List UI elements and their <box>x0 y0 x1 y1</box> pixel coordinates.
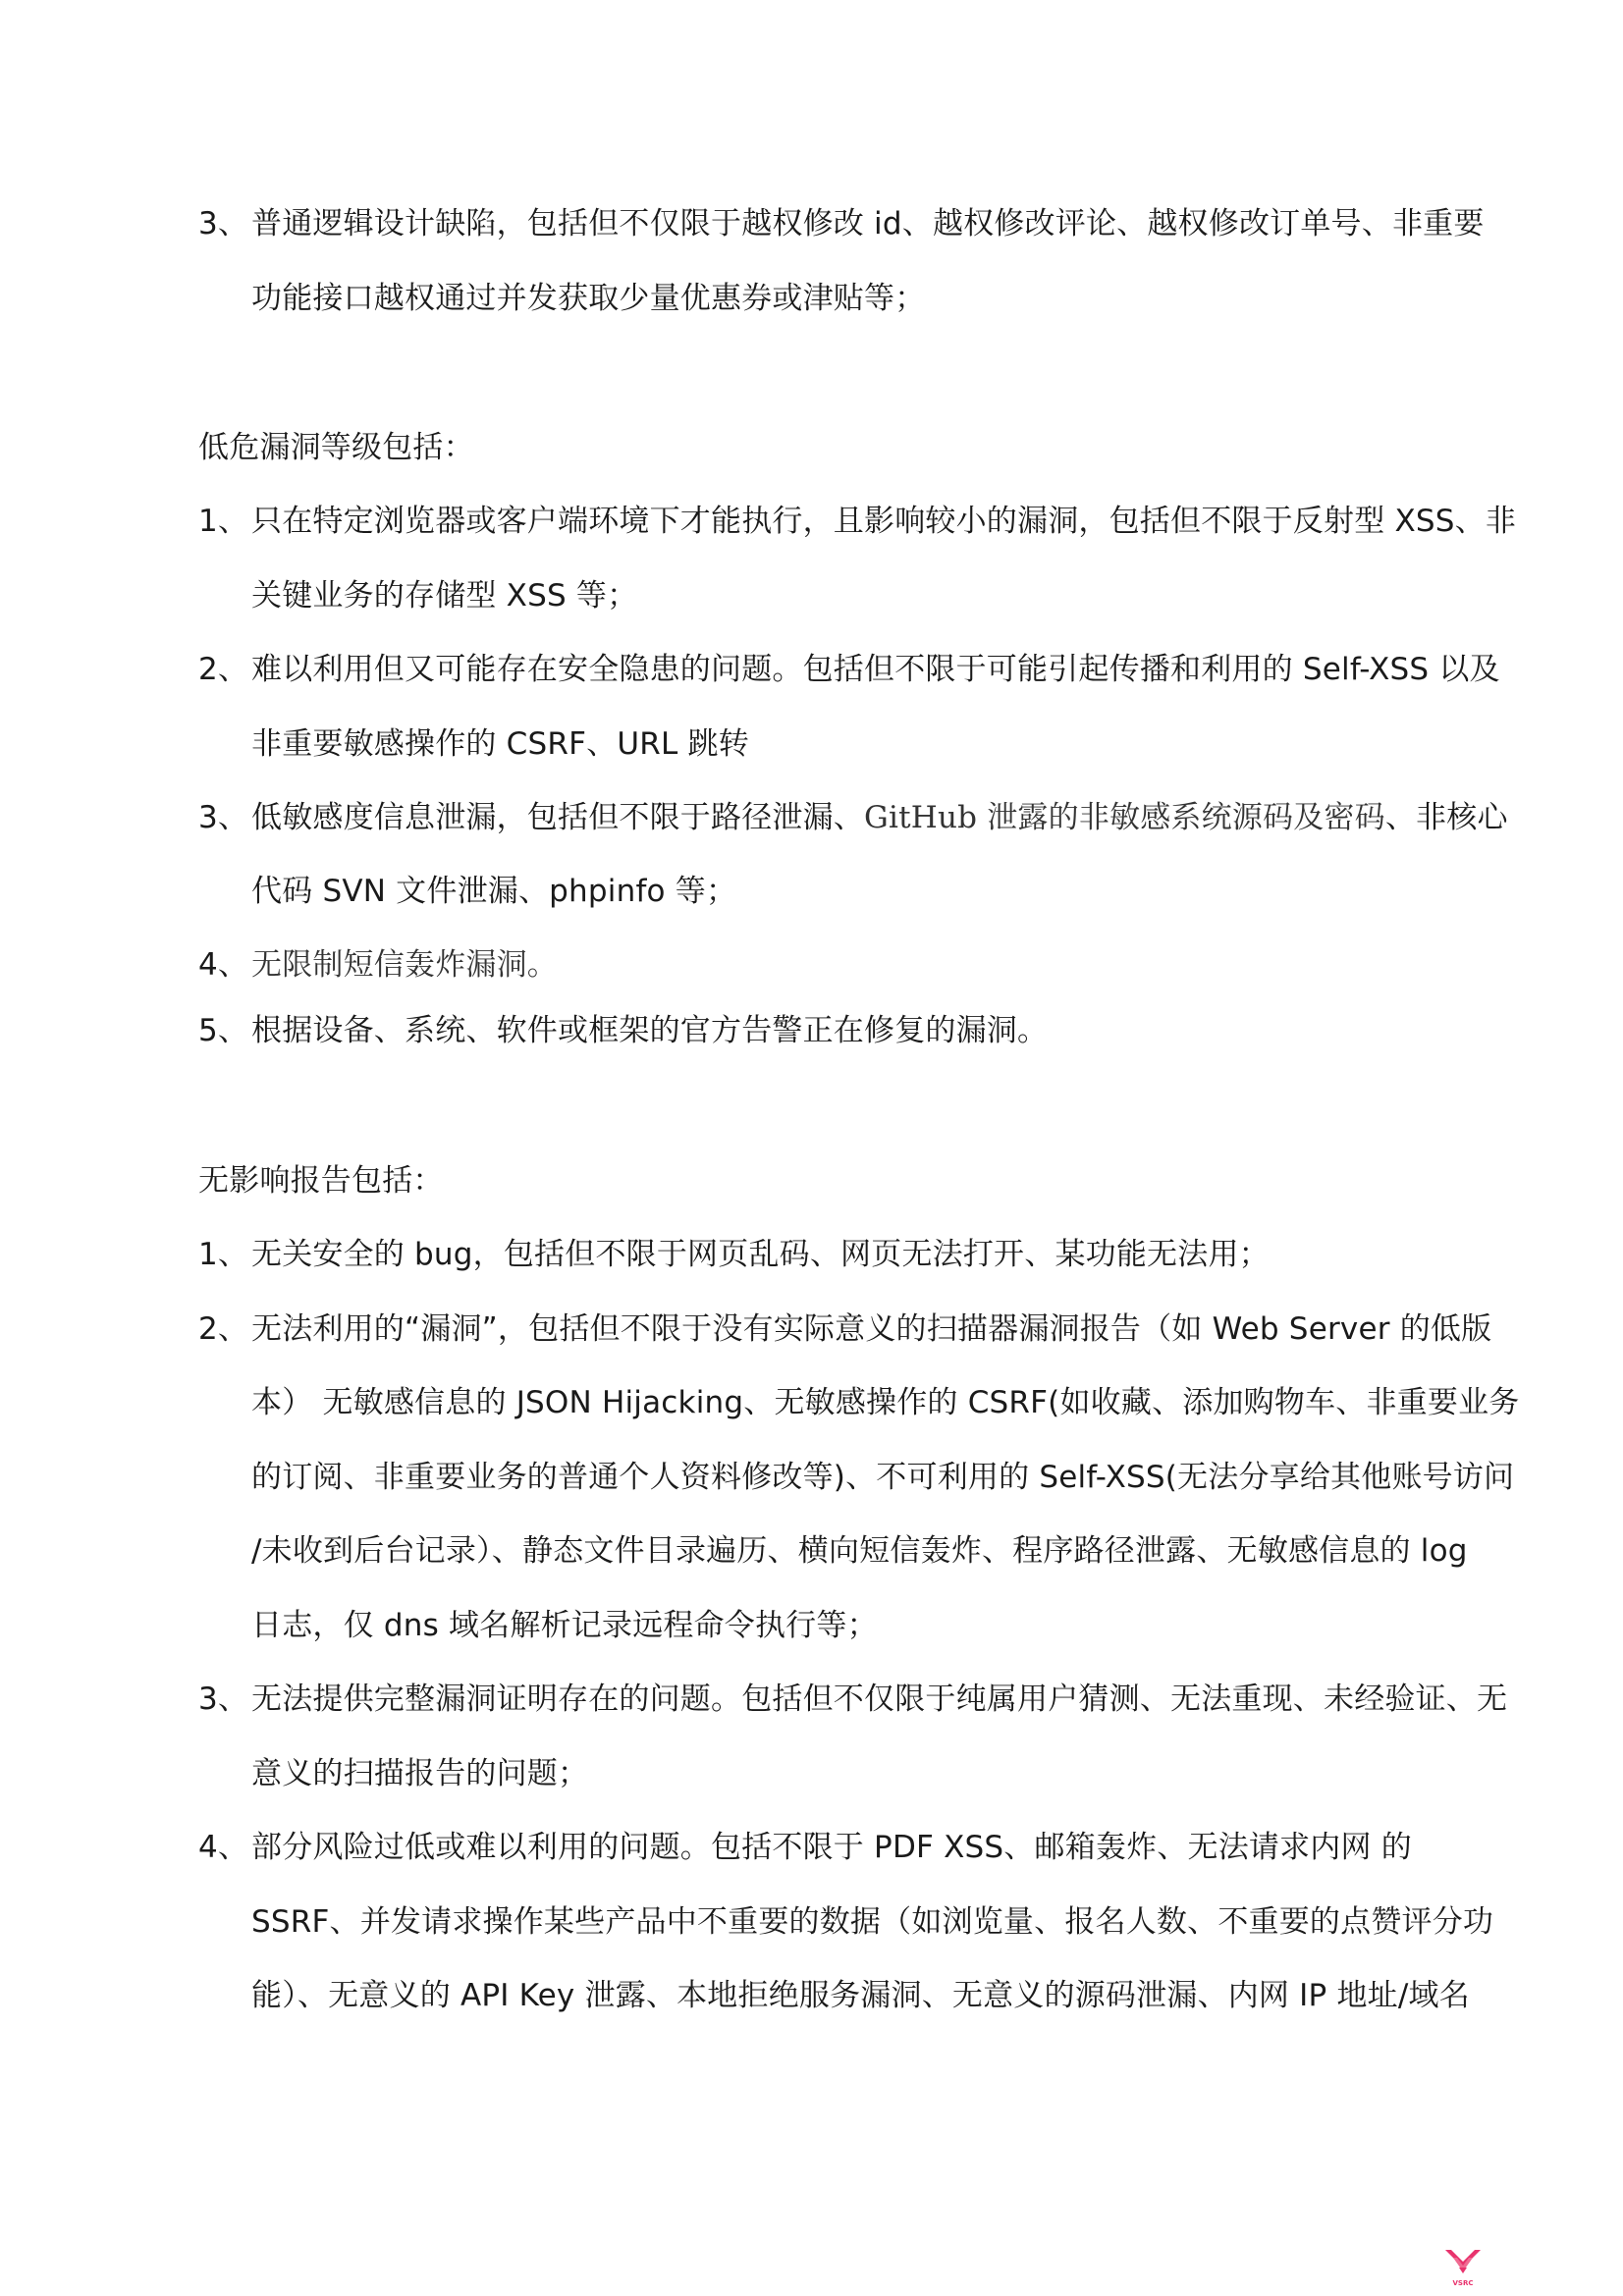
list-text: 难以利用但又可能存在安全隐患的问题。包括但不限于可能引起传播和利用的 Self-XSS 以及 <box>251 652 1500 687</box>
list-text: 的订阅、非重要业务的普通个人资料修改等)、不可利用的 Self-XSS(无法分享给其他账号访问 <box>251 1460 1515 1495</box>
vsrc-logo-icon <box>1443 2246 1483 2289</box>
section-heading-none: 无影响报告包括： <box>198 1163 444 1199</box>
list-number: 4、 <box>198 947 249 983</box>
list-number: 1、 <box>198 504 249 539</box>
list-text: 普通逻辑设计缺陷，包括但不仅限于越权修改 id、越权修改评论、越权修改订单号、非重要 <box>251 206 1485 241</box>
list-number: 3、 <box>198 800 249 835</box>
list-number: 4、 <box>198 1830 249 1865</box>
logo-text: VSRC <box>1452 2279 1474 2287</box>
list-text: /未收到后台记录）、静态文件目录遍历、横向短信轰炸、程序路径泄露、无敏感信息的 log <box>251 1533 1468 1569</box>
list-text: 无法利用的“漏洞”，包括但不限于没有实际意义的扫描器漏洞报告（如 Web Server 的低版 <box>251 1311 1492 1347</box>
list-number: 5、 <box>198 1013 249 1048</box>
list-number: 3、 <box>198 1682 249 1717</box>
section-heading-low: 低危漏洞等级包括： <box>198 430 474 465</box>
list-text: 只在特定浏览器或客户端环境下才能执行，且影响较小的漏洞，包括但不限于反射型 XSS、非 <box>251 504 1517 539</box>
list-text: 无限制短信轰炸漏洞。 <box>251 947 558 983</box>
list-text: 本） 无敏感信息的 JSON Hijacking、无敏感操作的 CSRF(如收藏、添加购物车、非重要业务 <box>251 1385 1520 1420</box>
list-number: 2、 <box>198 652 249 687</box>
list-text: 无关安全的 bug，包括但不限于网页乱码、网页无法打开、某功能无法用； <box>251 1237 1270 1272</box>
list-text: 关键业务的存储型 XSS 等； <box>251 578 638 614</box>
list-text: 功能接口越权通过并发获取少量优惠券或津贴等； <box>251 281 926 316</box>
list-text: 能）、无意义的 API Key 泄露、本地拒绝服务漏洞、无意义的源码泄漏、内网 IP 地址/域名 <box>251 1978 1470 2013</box>
list-text: SSRF、并发请求操作某些产品中不重要的数据（如浏览量、报名人数、不重要的点赞评分功 <box>251 1904 1494 1940</box>
list-text: 代码 SVN 文件泄漏、phpinfo 等； <box>251 874 737 909</box>
list-number: 3、 <box>198 206 249 241</box>
list-text: 低敏感度信息泄漏，包括但不限于路径泄漏、GitHub 泄露的非敏感系统源码及密码、非核心 <box>251 800 1508 835</box>
list-text: 根据设备、系统、软件或框架的官方告警正在修复的漏洞。 <box>251 1013 1049 1048</box>
list-number: 1、 <box>198 1237 249 1272</box>
list-text: 意义的扫描报告的问题； <box>251 1756 589 1791</box>
list-text: 非重要敏感操作的 CSRF、URL 跳转 <box>251 726 749 762</box>
list-text: 日志，仅 dns 域名解析记录远程命令执行等； <box>251 1608 878 1643</box>
list-number: 2、 <box>198 1311 249 1347</box>
list-text: 部分风险过低或难以利用的问题。包括不限于 PDF XSS、邮箱轰炸、无法请求内网 的 <box>251 1830 1412 1865</box>
list-text: 无法提供完整漏洞证明存在的问题。包括但不仅限于纯属用户猜测、无法重现、未经验证、无 <box>251 1682 1508 1717</box>
